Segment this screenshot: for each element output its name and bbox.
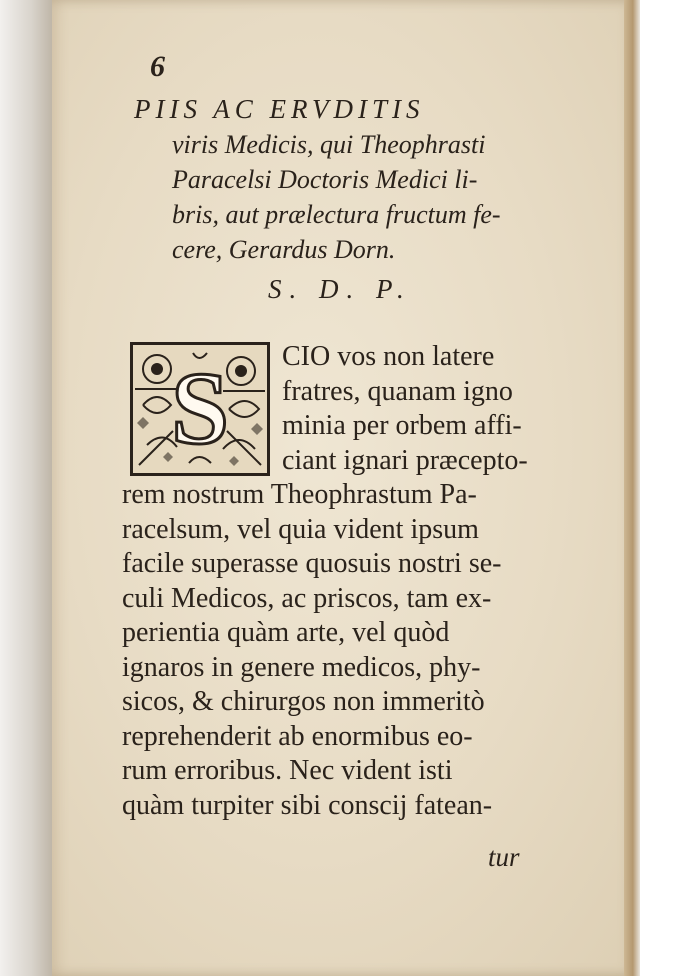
- text-line: ciant ignari præcepto-: [282, 444, 528, 476]
- salutation: S. D. P.: [268, 274, 412, 304]
- dedication-heading: [134, 92, 574, 267]
- text-line: quàm turpiter sibi conscij fatean-: [122, 789, 493, 821]
- catchword: tur: [488, 842, 520, 872]
- dedication-line: PIIS AC ERVDITIS: [134, 94, 425, 124]
- scan-left-margin: [0, 0, 52, 976]
- body-text: [122, 340, 582, 823]
- dedication-line: viris Medicis, qui Theophrasti: [172, 130, 486, 159]
- text-line: perientia quàm arte, vel quòd: [122, 617, 450, 648]
- initial-letter: S: [171, 351, 229, 466]
- dedication-line: Paracelsi Doctoris Medici li-: [172, 165, 478, 194]
- page-number: 6: [150, 50, 165, 83]
- page-edge: [624, 0, 640, 976]
- text-line: reprehenderit ab enormibus eo-: [122, 720, 473, 752]
- text-line: sicos, & chirurgos non immeritò: [122, 686, 485, 717]
- text-line: facile superasse quosuis nostri se-: [122, 548, 502, 579]
- dedication-line: cere, Gerardus Dorn.: [172, 235, 396, 264]
- text-line: culi Medicos, ac priscos, tam ex-: [122, 582, 492, 614]
- text-line: racelsum, vel quia vident ipsum: [122, 513, 479, 545]
- text-line: rum erroribus. Nec vident isti: [122, 755, 453, 786]
- text-line: fratres, quanam igno: [282, 375, 513, 407]
- text-line: CIO vos non latere: [282, 341, 495, 372]
- text-line: minia per orbem affi-: [282, 410, 522, 441]
- text-line: rem nostrum Theophrastum Pa-: [122, 479, 477, 510]
- text-line: ignaros in genere medicos, phy-: [122, 651, 481, 683]
- scan-right-margin: [640, 0, 690, 976]
- dedication-line: bris, aut prælectura fructum fe-: [172, 200, 501, 229]
